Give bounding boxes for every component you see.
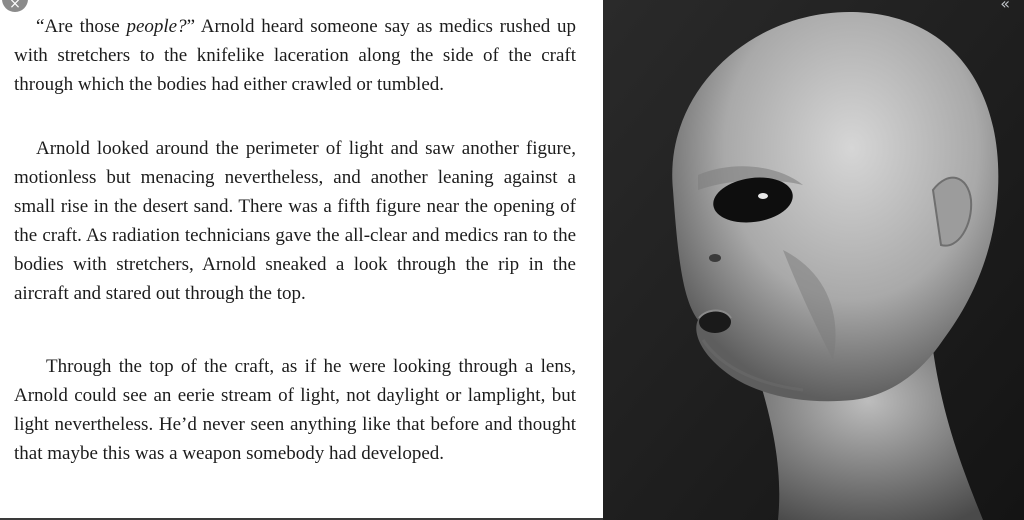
collapse-icon[interactable]: «: [1000, 0, 1010, 13]
paragraph-2: Arnold looked around the perimeter of light and saw another figure, motionless but menacing nevertheless, and another leaning against a small rise in the desert sand. There was a fifth figure near the opening of the craft. As radiation technicians gave the all-clear and medics ran to the bodies with stretchers, Arnold sneaked a look through the rip in the aircraft and stared out through the top.: [14, 138, 576, 304]
alien-photo: [603, 0, 1024, 520]
paragraph-1-rest: ” Arnold heard someone say as medics rushed up with stretchers to the knifelike laceration along the side of the craft through which the bodies had either crawled or tumbled.: [14, 16, 576, 95]
paragraph-3: Through the top of the craft, as if he were looking through a lens, Arnold could see an eerie stream of light, not daylight or lamplight, but light nevertheless. He’d never seen anything like that before and thought that maybe this was a weapon somebody had developed.: [14, 356, 576, 464]
paragraph-1-emphasis: people?: [126, 16, 187, 37]
paragraph-1: [14, 12, 576, 99]
close-icon[interactable]: ×: [2, 0, 28, 12]
alien-illustration: [603, 0, 1024, 520]
paragraph-1-open: “Are those: [36, 16, 127, 37]
